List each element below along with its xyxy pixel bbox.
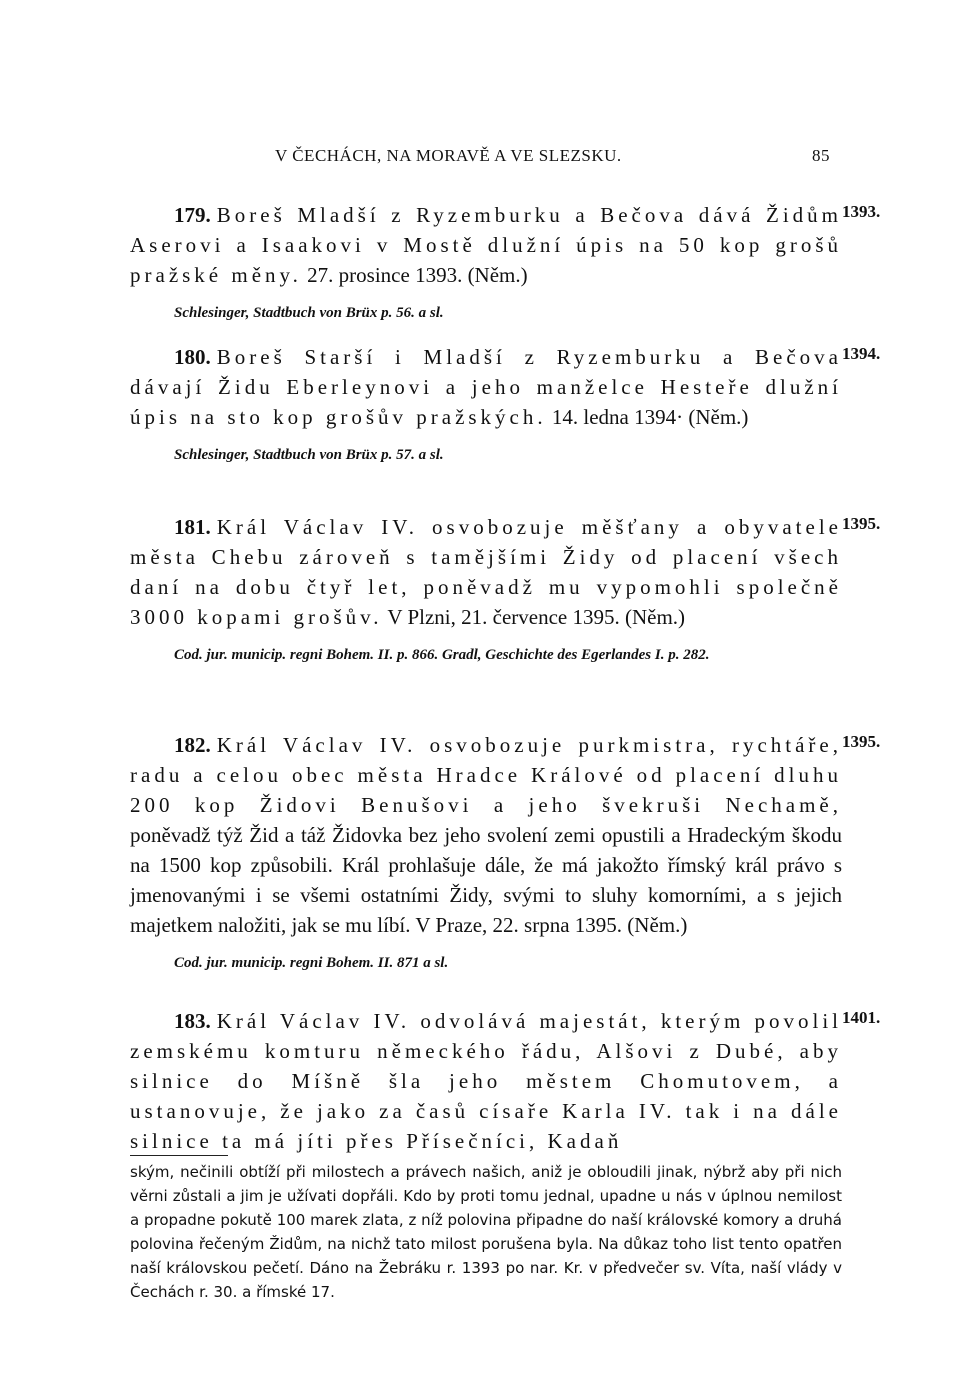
entry-detail: poněvadž týž Žid a táž Židovka bez jeho svolení zemi opustili a Hradeckým škodu na 1500 kop způsobili. Král prohlašuje dále, že má jakožto římský král právo s jmenovanými i se všemi ostatními Židy, svými to sluhy komorními, a s jejich majetkem naložiti, jak se mu líbí. V Praze, 22. srpna 1395. (Něm.) (130, 823, 842, 937)
entry-summary: Král Václav IV. osvobozuje měšťany a obyvatele města Chebu zároveň s tamějšími Židy od placení všech daní na dobu čtyř let, poněvadž mu vypomohli společně 3000 kopami grošův. (130, 515, 842, 629)
regest-entry-181 (130, 512, 881, 666)
entry-summary: Král Václav IV. osvobozuje purkmistra, rychtáře, radu a celou obec města Hradce Králové od placení dluhu 200 kop Židovi Benušovi a jeho švekruši Nechamě, (130, 733, 842, 817)
entry-summary: Boreš Mladší z Ryzemburku a Bečova dává Židům Aserovi a Isaakovi v Mostě dlužní úpis na 50 kop grošů pražské měny. (130, 203, 842, 287)
margin-year: 1401. (842, 1008, 881, 1027)
entry-source: Schlesinger, Stadtbuch von Brüx p. 56. a sl. (174, 305, 444, 321)
entry-source: Cod. jur. municip. regni Bohem. II. p. 866. Gradl, Geschichte des Egerlandes I. p. 282. (174, 647, 710, 663)
footnote-divider (130, 1155, 228, 1156)
entry-text (130, 200, 842, 290)
running-head-title: V ČECHÁCH, NA MORAVĚ A VE SLEZSKU. (275, 146, 622, 165)
entry-source: Schlesinger, Stadtbuch von Brüx p. 57. a sl. (174, 447, 444, 463)
margin-year: 1395. (842, 732, 881, 751)
margin-year: 1393. (842, 202, 881, 221)
regest-entry-180 (130, 342, 881, 466)
entry-summary: Král Václav IV. odvolává majestát, kterým povolil zemskému komturu německého řádu, Alšovi z Dubé, aby silnice do Míšně šla jeho městem Chomutovem, a ustanovuje, že jako za časů císaře Karla IV. tak i na dále silnice ta má jíti přes Přísečníci, Kadaň (130, 1009, 842, 1153)
footnote-text: ským, nečinili obtíží při milostech a právech našich, aniž je obloudili jinak, nýbrž aby při nich věrni zůstali a jim je užívati dopřáli. Kdo by proti tomu jednal, upadne u nás v úplnou nemilost a propadne pokutě 100 marek zlata, z níž polovina připadne do naší královské komory a druhá polovina řečeným Židům, na nichž tato milost porušena byla. Na důkaz toho list tento opatřen naší královskou pečetí. Dáno na Žebráku r. 1393 po nar. Kr. v předvečer sv. Víta, naší vlády v Čechách r. 30. a římské 17. (130, 1163, 842, 1301)
regest-entry-183 (130, 1006, 881, 1156)
entry-source: Cod. jur. municip. regni Bohem. II. 871 a sl. (174, 955, 449, 971)
entry-number: 183. (174, 1009, 211, 1033)
entry-text (130, 512, 842, 632)
entry-number: 180. (174, 345, 211, 369)
entry-date: V Plzni, 21. července 1395. (Něm.) (387, 605, 686, 629)
regest-entry-182 (130, 730, 881, 974)
margin-year: 1394. (842, 344, 881, 363)
page-number: 85 (812, 146, 830, 165)
entry-text (130, 342, 842, 432)
entry-summary: Boreš Starší i Mladší z Ryzemburku a Bečova dávají Židu Eberleynovi a jeho manželce Hesteře dlužní úpis na sto kop grošův pražských. (130, 345, 842, 429)
entry-date: 14. ledna 1394· (Něm.) (551, 405, 749, 429)
entry-date: 27. prosince 1393. (Něm.) (307, 263, 528, 287)
margin-year: 1395. (842, 514, 881, 533)
entry-number: 182. (174, 733, 211, 757)
entry-text (130, 1006, 842, 1156)
entry-number: 179. (174, 203, 211, 227)
entry-text (130, 730, 842, 940)
regest-entry-179 (130, 200, 881, 324)
entry-number: 181. (174, 515, 211, 539)
